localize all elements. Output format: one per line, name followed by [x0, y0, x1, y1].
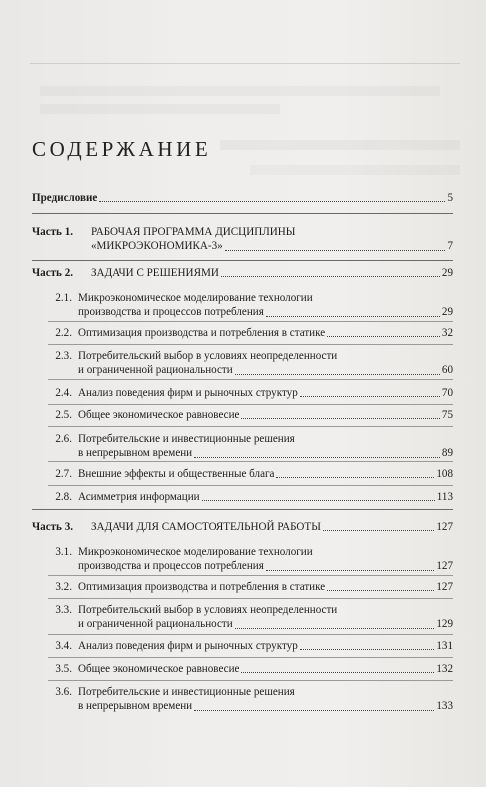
dot-leader	[266, 570, 435, 571]
divider	[48, 461, 453, 462]
bleed-through-line	[40, 104, 280, 114]
dot-leader	[225, 250, 446, 251]
divider	[48, 634, 453, 635]
toc-page-number: 89	[441, 447, 453, 460]
toc-entry-section[interactable]	[78, 490, 453, 504]
divider	[32, 213, 453, 214]
toc-entry-title: Микроэкономическое моделирование технологии	[78, 292, 313, 304]
section-number: 2.5.	[55, 409, 72, 421]
section-number: 3.1.	[55, 546, 72, 558]
toc-page-number: 108	[436, 468, 453, 480]
section-number: 2.3.	[55, 350, 72, 362]
section-number: 3.2.	[55, 581, 72, 593]
page-title: СОДЕРЖАНИЕ	[32, 137, 212, 161]
toc-entry-section[interactable]	[78, 408, 453, 422]
toc-page-number: 70	[441, 387, 453, 399]
dot-leader	[235, 628, 435, 629]
toc-entry-part-2[interactable]	[91, 266, 453, 280]
dot-leader	[300, 396, 440, 397]
toc-entry-section[interactable]	[78, 662, 453, 676]
divider	[48, 657, 453, 658]
divider	[48, 321, 453, 322]
toc-entry-title: производства и процессов потребления	[78, 306, 264, 319]
toc-entry-label: Предисловие	[32, 192, 98, 204]
section-number: 3.4.	[55, 640, 72, 652]
dot-leader	[327, 590, 434, 591]
toc-entry-title: Анализ поведения фирм и рыночных структур	[78, 387, 298, 399]
toc-page-number: 127	[436, 521, 453, 533]
toc-entry-title: Оптимизация производства и потребления в статике	[78, 581, 326, 593]
toc-page-number: 127	[436, 560, 453, 573]
dot-leader	[202, 500, 435, 501]
part-label: Часть 2.	[32, 267, 74, 279]
toc-entry-title: в непрерывном времени	[78, 700, 193, 713]
dot-leader	[99, 201, 445, 202]
toc-entry-title: ЗАДАЧИ С РЕШЕНИЯМИ	[91, 267, 219, 279]
toc-entry-preface[interactable]	[32, 191, 453, 205]
section-number: 3.6.	[55, 686, 72, 698]
toc-entry-title: Внешние эффекты и общественные блага	[78, 468, 275, 480]
toc-entry-title: в непрерывном времени	[78, 447, 193, 460]
divider	[48, 598, 453, 599]
bleed-through-line	[250, 165, 460, 175]
toc-entry-title: ЗАДАЧИ ДЛЯ САМОСТОЯТЕЛЬНОЙ РАБОТЫ	[91, 521, 321, 533]
toc-entry-section[interactable]	[78, 349, 453, 378]
toc-page-number: 113	[436, 491, 453, 503]
toc-entry-title: и ограниченной рациональности	[78, 618, 233, 631]
toc-entry-section[interactable]	[78, 467, 453, 481]
toc-page-number: 129	[436, 618, 453, 631]
dot-leader	[276, 477, 434, 478]
toc-entry-part-3[interactable]	[91, 520, 453, 534]
toc-page-number: 5	[447, 192, 453, 204]
divider	[48, 680, 453, 681]
toc-entry-title: Оптимизация производства и потребления в статике	[78, 327, 326, 339]
dot-leader	[323, 530, 434, 531]
toc-entry-title: РАБОЧАЯ ПРОГРАММА ДИСЦИПЛИНЫ	[91, 226, 296, 238]
bleed-through-rule	[30, 63, 460, 64]
divider	[48, 575, 453, 576]
toc-entry-section[interactable]	[78, 639, 453, 653]
bleed-through-line	[40, 86, 440, 96]
toc-entry-section[interactable]	[78, 603, 453, 632]
section-number: 3.3.	[55, 604, 72, 616]
toc-entry-title: Асимметрия информации	[78, 491, 200, 503]
dot-leader	[241, 418, 439, 419]
toc-entry-section[interactable]	[78, 291, 453, 320]
toc-page-number: 32	[441, 327, 453, 339]
dot-leader	[241, 672, 434, 673]
divider	[48, 404, 453, 405]
section-number: 2.2.	[55, 327, 72, 339]
dot-leader	[327, 336, 440, 337]
toc-page-number: 131	[436, 640, 453, 652]
toc-entry-title: и ограниченной рациональности	[78, 364, 233, 377]
section-number: 3.5.	[55, 663, 72, 675]
toc-entry-title: Потребительские и инвестиционные решения	[78, 433, 295, 445]
toc-entry-title: Микроэкономическое моделирование технологии	[78, 546, 313, 558]
toc-entry-section[interactable]	[78, 432, 453, 461]
toc-page-number: 29	[441, 306, 453, 319]
section-number: 2.7.	[55, 468, 72, 480]
toc-page-number: 133	[436, 700, 453, 713]
part-label: Часть 1.	[32, 226, 74, 238]
toc-entry-title: Общее экономическое равновесие	[78, 409, 240, 421]
toc-entry-title: Потребительский выбор в условиях неопределенности	[78, 604, 338, 616]
section-number: 2.4.	[55, 387, 72, 399]
toc-entry-section[interactable]	[78, 326, 453, 340]
toc-entry-section[interactable]	[78, 386, 453, 400]
divider	[48, 344, 453, 345]
section-number: 2.6.	[55, 433, 72, 445]
dot-leader	[194, 710, 434, 711]
toc-entry-section[interactable]	[78, 580, 453, 594]
toc-entry-title: «МИКРОЭКОНОМИКА-3»	[91, 240, 223, 253]
toc-entry-title: Потребительский выбор в условиях неопределенности	[78, 350, 338, 362]
toc-entry-title: Потребительские и инвестиционные решения	[78, 686, 295, 698]
dot-leader	[266, 316, 440, 317]
dot-leader	[300, 649, 435, 650]
divider	[32, 260, 453, 261]
toc-page-number: 75	[441, 409, 453, 421]
toc-entry-section[interactable]	[78, 685, 453, 714]
section-number: 2.1.	[55, 292, 72, 304]
dot-leader	[194, 457, 440, 458]
toc-entry-title: производства и процессов потребления	[78, 560, 264, 573]
toc-page-number: 127	[436, 581, 453, 593]
dot-leader	[221, 276, 440, 277]
toc-page-number: 132	[436, 663, 453, 675]
divider	[48, 485, 453, 486]
toc-entry-section[interactable]	[78, 545, 453, 574]
toc-page-number: 29	[441, 267, 453, 279]
part-label: Часть 3.	[32, 521, 74, 533]
toc-entry-title: Общее экономическое равновесие	[78, 663, 240, 675]
toc-entry-part-1[interactable]	[91, 225, 453, 254]
toc-entry-title: Анализ поведения фирм и рыночных структур	[78, 640, 298, 652]
section-number: 2.8.	[55, 491, 72, 503]
divider	[48, 379, 453, 380]
toc-page-number: 7	[447, 240, 453, 253]
bleed-through-line	[220, 140, 460, 150]
toc-page-number: 60	[441, 364, 453, 377]
divider	[32, 509, 453, 510]
divider	[48, 426, 453, 427]
dot-leader	[235, 374, 440, 375]
